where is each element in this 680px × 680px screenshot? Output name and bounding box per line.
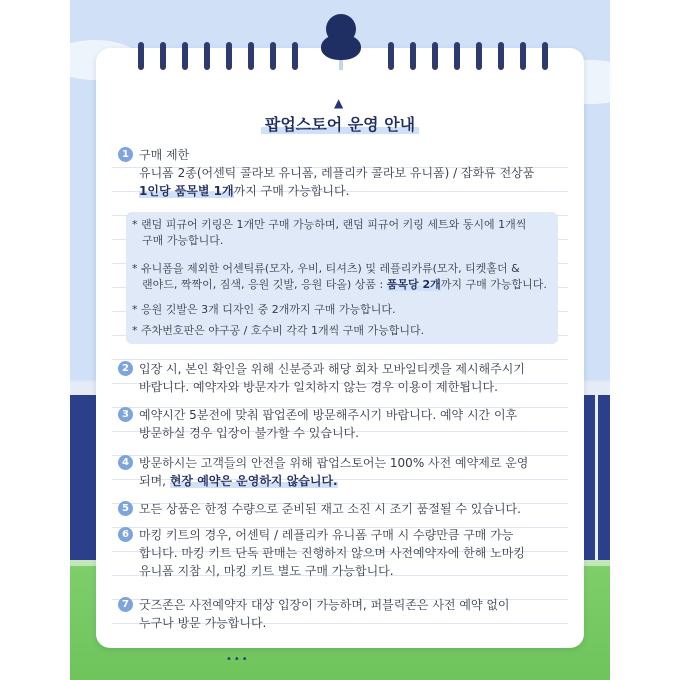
list-item-3: 3 예약시간 5분전에 맞춰 팝업존에 방문해주시기 바랍니다. 예약 시간 이후 방문하실 경우 입장이 불가할 수 있습니다. [118, 406, 578, 442]
list-item-6: 6 마킹 키트의 경우, 어센틱 / 레플리카 유니폼 구매 시 수량만큼 구매 가능 합니다. 마킹 키트 단독 판매는 진행하지 않으며 사전예약자에 한해 노마킹 유니폼 지참 시, 마킹 키트 별도 구매 가능합니다. [118, 526, 578, 580]
item-number-badge: 6 [118, 527, 133, 542]
item-number-badge: 7 [118, 597, 133, 612]
note-3: * 응원 깃발은 3개 디자인 중 2개까지 구매 가능합니다. [132, 303, 396, 316]
item-number-badge: 2 [118, 361, 133, 376]
bell-icon: ▲ [334, 96, 344, 110]
list-item-4: 4 방문하시는 고객들의 안전을 위해 팝업스토어는 100% 사전 예약제로 운영 되며, 현장 예약은 운영하지 않습니다. [118, 454, 578, 490]
note-4: * 주차번호판은 야구공 / 호수비 각각 1개씩 구매 가능합니다. [132, 324, 425, 337]
notice-title: 팝업스토어 운영 안내 [96, 112, 584, 135]
list-item-2: 2 입장 시, 본인 확인을 위해 신분증과 해당 회차 모바일티켓을 제시해주시기 바랍니다. 예약자와 방문자가 일치하지 않는 경우 이용이 제한됩니다. [118, 360, 578, 396]
list-item-5: 5 모든 상품은 한정 수량으로 준비된 재고 소진 시 조기 품절될 수 있습니다. [118, 500, 578, 518]
note-1: * 랜덤 피규어 키링은 1개만 구매 가능하며, 랜덤 피규어 키링 세트와 동시에 1개씩 구매 가능합니다. [132, 218, 527, 247]
list-item-1: 1 구매 제한 유니폼 2종(어센틱 콜라보 유니폼, 레플리카 콜라보 유니폼) / 잡화류 전상품 1인당 품목별 1개까지 구매 가능합니다. [118, 146, 578, 200]
list-item-7: 7 굿즈존은 사전예약자 대상 입장이 가능하며, 퍼블릭존은 사전 예약 없이 누구나 방문 가능합니다. [118, 596, 578, 632]
item-number-badge: 5 [118, 501, 133, 516]
note-2: * 유니폼을 제외한 어센틱류(모자, 우비, 티셔츠) 및 레플리카류(모자, 티켓홀더 & 랜야드, 짝짝이, 짐색, 응원 깃발, 응원 타올) 상품 : 품목당 2개까지 구매 가능합니다. [132, 262, 547, 291]
item-number-badge: 3 [118, 407, 133, 422]
item-number-badge: 1 [118, 147, 133, 162]
decorative-dots: ••• [226, 654, 250, 665]
item-number-badge: 4 [118, 455, 133, 470]
